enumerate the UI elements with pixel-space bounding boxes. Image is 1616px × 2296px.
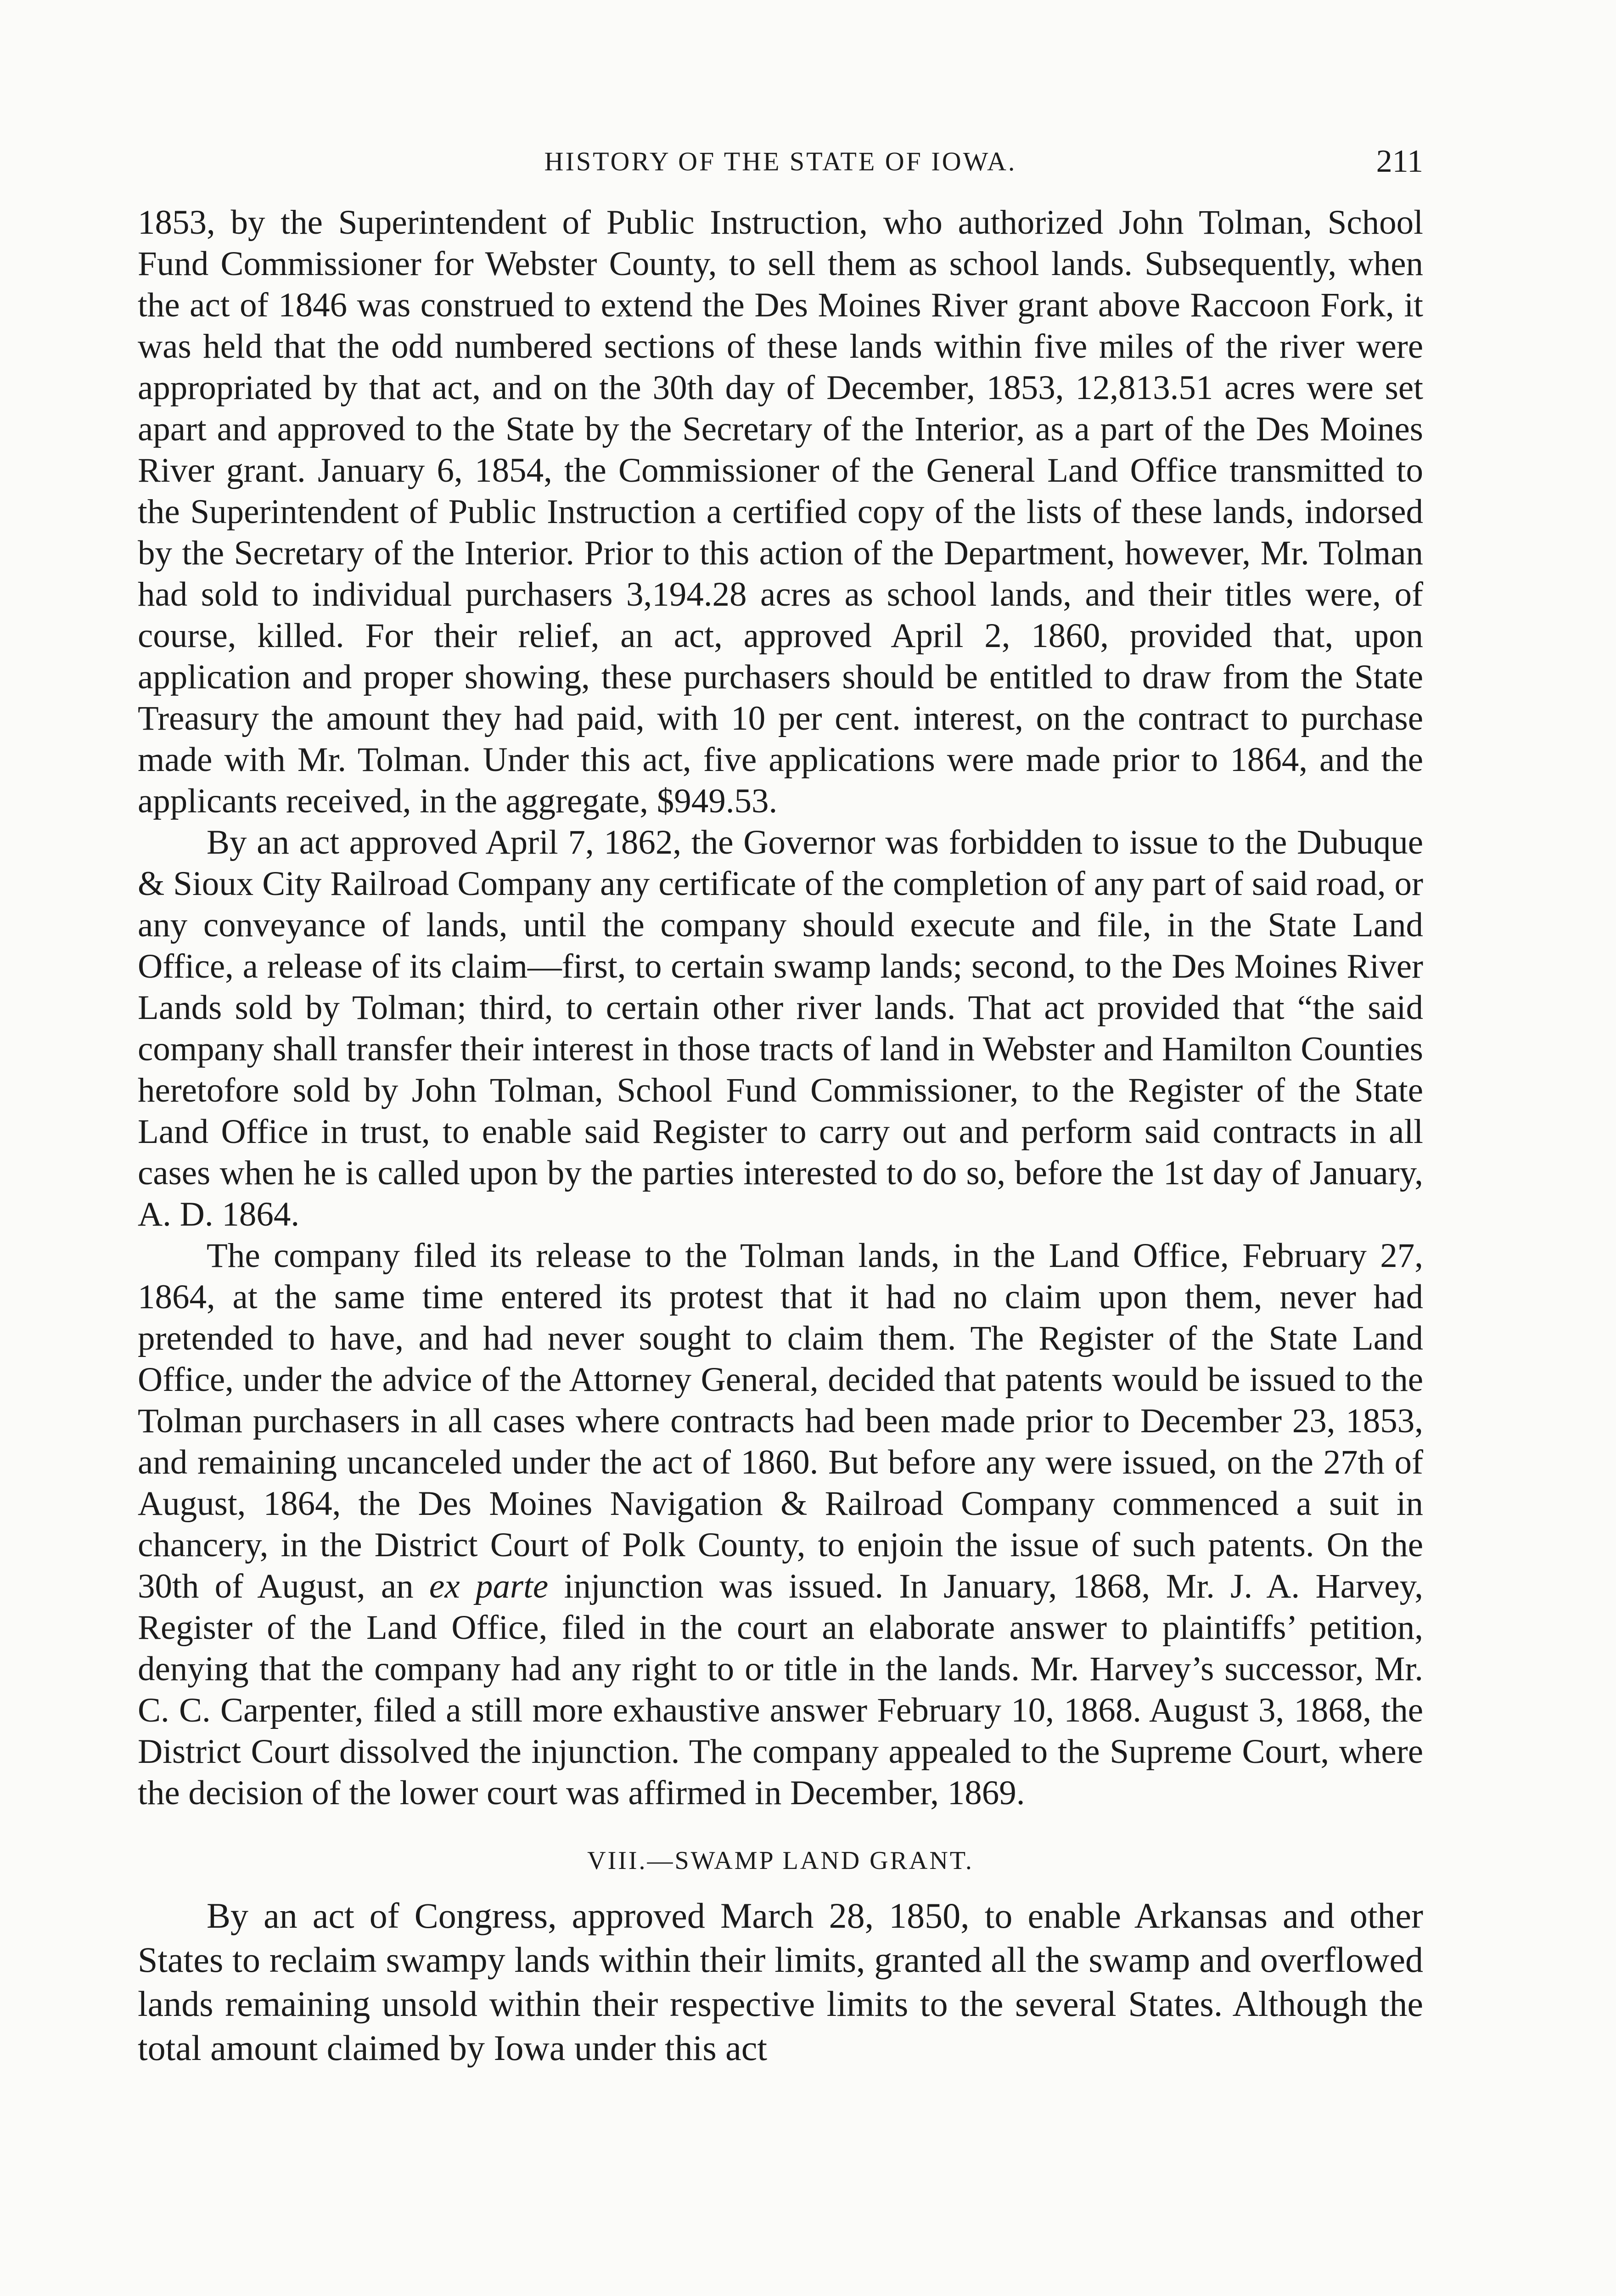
- paragraph-4: By an act of Congress, approved March 28, 1850, to enable Arkansas and other States to reclaim swampy lands within their limits, granted all the swamp and overflowed lands remaining unsold within their respective limits to the several States. Although the total amount claimed by Iowa under this act: [138, 1896, 1423, 2068]
- paragraph-1: 1853, by the Superintendent of Public Instruction, who authorized John Tolman, School Fund Commissioner for Webster County, to sell them as school lands. Subsequently, when the act of 1846 was construed to extend the Des Moines River grant above Raccoon Fork, it was held that the odd numbered sections of these lands within five miles of the river were appropriated by that act, and on the 30th day of December, 1853, 12,813.51 acres were set apart and approved to the State by the Secretary of the Interior, as a part of the Des Moines River grant. January 6, 1854, the Commissioner of the General Land Office transmitted to the Superintendent of Public Instruction a certified copy of the lists of these lands, indorsed by the Secretary of the Interior. Prior to this action of the Department, however, Mr. Tolman had sold to individual purchasers 3,194.28 acres as school lands, and their titles were, of course, killed. For their relief, an act, approved April 2, 1860, provided that, upon application and proper showing, these purchasers should be entitled to draw from the State Treasury the amount they had paid, with 10 per cent. interest, on the contract to purchase made with Mr. Tolman. Under this act, five applications were made prior to 1864, and the applicants received, in the aggregate, $949.53.: [138, 203, 1423, 820]
- ex-parte-phrase: ex parte: [429, 1567, 549, 1605]
- body-text: [138, 202, 1423, 2070]
- paragraph-2: By an act approved April 7, 1862, the Governor was forbidden to issue to the Dubuque & Sioux City Railroad Company any certificate of the completion of any part of said road, or any conveyance of lands, until the company should execute and file, in the State Land Office, a release of its claim—first, to certain swamp lands; second, to the Des Moines River Lands sold by Tolman; third, to certain other river lands. That act provided that “the said company shall transfer their interest in those tracts of land in Webster and Hamilton Counties heretofore sold by John Tolman, School Fund Commissioner, to the Register of the State Land Office in trust, to enable said Register to carry out and perform said contracts in all cases when he is called upon by the parties interested to do so, before the 1st day of January, A. D. 1864.: [138, 823, 1423, 1233]
- page-header: [138, 146, 1423, 192]
- section-body: [138, 1894, 1423, 2070]
- running-head: HISTORY OF THE STATE OF IOWA.: [544, 146, 1017, 176]
- section-heading: VIII.—SWAMP LAND GRANT.: [587, 1846, 974, 1875]
- paragraph-3-part-2: injunction was issued. In January, 1868, Mr. J. A. Harvey, Register of the Land Office, filed in the court an elaborate answer to plaintiffs’ petition, denying that the company had any right to or title in the lands. Mr. Harvey’s successor, Mr. C. C. Carpenter, filed a still more exhaustive answer February 10, 1868. August 3, 1868, the District Court dissolved the injunction. The company appealed to the Supreme Court, where the decision of the lower court was affirmed in December, 1869.: [138, 1567, 1424, 1812]
- paragraph-3: [138, 1235, 1423, 1814]
- page-number: 211: [1376, 144, 1423, 179]
- paragraph-3-part-1: The company filed its release to the Tolman lands, in the Land Office, February 27, 1864, at the same time entered its protest that it had no claim upon them, never had pretended to have, and had never sought to claim them. The Register of the State Land Office, under the advice of the Attorney General, decided that patents would be issued to the Tolman purchasers in all cases where contracts had been made prior to December 23, 1853, and remaining uncanceled under the act of 1860. But before any were issued, on the 27th of August, 1864, the Des Moines Navigation & Railroad Company commenced a suit in chancery, in the District Court of Polk County, to enjoin the issue of such patents. On the 30th of August, an: [138, 1237, 1423, 1605]
